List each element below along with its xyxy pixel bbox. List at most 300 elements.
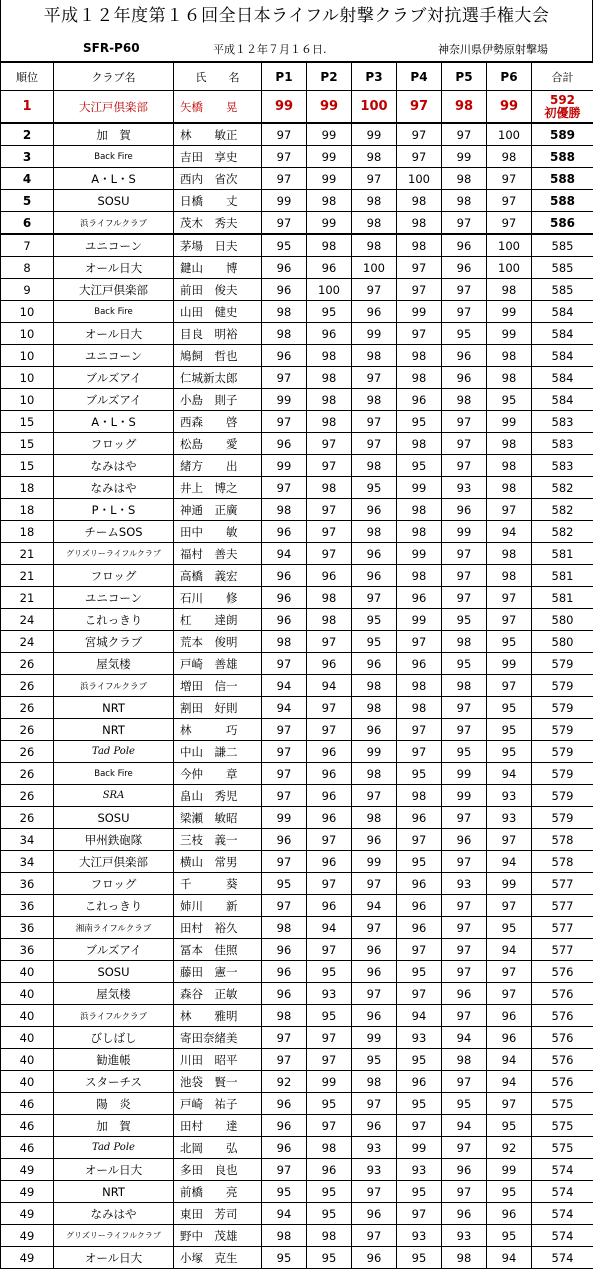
p1-cell: 96 [262,433,307,455]
p4-cell: 95 [397,763,442,785]
p1-cell: 97 [262,212,307,235]
club-cell: 加 賀 [54,1115,174,1137]
p6-cell: 98 [487,279,532,301]
p3-cell: 96 [352,1247,397,1269]
name-cell: 井上 博之 [174,477,262,499]
p2-cell: 97 [307,521,352,543]
name-cell: 鍵山 博 [174,257,262,279]
p4-cell: 98 [397,675,442,697]
p5-cell: 99 [442,521,487,543]
total-value: 582 [532,525,593,539]
p5-cell: 98 [442,91,487,124]
p6-cell: 95 [487,917,532,939]
club-cell: 加 賀 [54,123,174,146]
p5-cell: 97 [442,543,487,565]
p1-cell: 96 [262,939,307,961]
p4-cell: 97 [397,719,442,741]
name-cell: 森谷 正敏 [174,983,262,1005]
p2-cell: 96 [307,323,352,345]
club-cell: 屋気楼 [54,653,174,675]
rank-cell: 21 [1,543,54,565]
p1-cell: 94 [262,675,307,697]
p3-cell: 97 [352,433,397,455]
p6-cell: 95 [487,741,532,763]
p2-cell: 96 [307,653,352,675]
p1-cell: 97 [262,851,307,873]
p4-cell: 98 [397,785,442,807]
p3-cell: 96 [352,1203,397,1225]
header-p2: P2 [307,63,352,91]
name-cell: 緒方 出 [174,455,262,477]
rank-cell: 18 [1,521,54,543]
total-value: 588 [532,172,593,186]
p6-cell: 99 [487,653,532,675]
p3-cell: 95 [352,609,397,631]
p6-cell: 97 [487,499,532,521]
p6-cell: 97 [487,675,532,697]
p3-cell: 97 [352,411,397,433]
p5-cell: 97 [442,123,487,146]
p4-cell: 95 [397,1247,442,1269]
p3-cell: 96 [352,939,397,961]
p5-cell: 97 [442,697,487,719]
p3-cell: 95 [352,477,397,499]
total-cell [532,1071,593,1093]
name-cell: 松島 愛 [174,433,262,455]
header-p1: P1 [262,63,307,91]
table-row [1,1137,593,1159]
p2-cell: 98 [307,477,352,499]
p3-cell: 95 [352,631,397,653]
p2-cell: 95 [307,301,352,323]
total-cell [532,873,593,895]
p1-cell: 96 [262,609,307,631]
name-cell: 川田 昭平 [174,1049,262,1071]
club-cell: グリズリーライフルクラブ [54,543,174,565]
total-value: 580 [532,613,593,627]
total-value: 582 [532,503,593,517]
table-row [1,1159,593,1181]
p4-cell: 97 [397,91,442,124]
p5-cell: 97 [442,1181,487,1203]
name-cell: 三枝 義一 [174,829,262,851]
total-value: 574 [532,1163,593,1177]
p4-cell: 98 [397,212,442,235]
total-cell [532,1027,593,1049]
p5-cell: 97 [442,1071,487,1093]
total-value: 576 [532,1009,593,1023]
total-value: 588 [532,150,593,164]
club-cell: びしばし [54,1027,174,1049]
p4-cell: 99 [397,301,442,323]
p3-cell: 98 [352,234,397,257]
p4-cell: 95 [397,455,442,477]
total-value: 583 [532,437,593,451]
club-cell: 湘南ライフルクラブ [54,917,174,939]
total-value: 579 [532,657,593,671]
total-value: 584 [532,393,593,407]
rank-cell: 18 [1,477,54,499]
name-cell: 割田 好則 [174,697,262,719]
total-value: 577 [532,877,593,891]
p2-cell: 95 [307,1203,352,1225]
page-title: 平成１２年度第１６回全日本ライフル射撃クラブ対抗選手権大会 [0,0,593,33]
club-cell: Tad Pole [54,1137,174,1159]
header-name: 氏 名 [174,63,262,91]
rank-cell: 46 [1,1115,54,1137]
p4-cell: 98 [397,565,442,587]
club-cell: なみはや [54,455,174,477]
p6-cell: 93 [487,785,532,807]
p2-cell: 93 [307,983,352,1005]
p6-cell: 100 [487,257,532,279]
rank-cell: 26 [1,763,54,785]
rank-cell: 40 [1,983,54,1005]
p5-cell: 99 [442,146,487,168]
p5-cell: 99 [442,785,487,807]
rank-cell: 26 [1,719,54,741]
p1-cell: 98 [262,1005,307,1027]
total-cell [532,565,593,587]
p1-cell: 98 [262,631,307,653]
p6-cell: 100 [487,234,532,257]
total-cell [532,697,593,719]
p4-cell: 98 [397,234,442,257]
total-cell [532,367,593,389]
p1-cell: 97 [262,719,307,741]
rank-cell: 10 [1,301,54,323]
winner-note: 初優勝 [532,107,593,120]
p5-cell: 98 [442,1247,487,1269]
p5-cell: 96 [442,234,487,257]
club-cell: スターチス [54,1071,174,1093]
p2-cell: 95 [307,1181,352,1203]
p5-cell: 93 [442,1225,487,1247]
p2-cell: 99 [307,1071,352,1093]
p6-cell: 99 [487,91,532,124]
club-cell: オール日大 [54,1159,174,1181]
total-value: 588 [532,194,593,208]
table-row [1,433,593,455]
name-cell: 林 巧 [174,719,262,741]
table-row [1,697,593,719]
total-value: 592 [532,94,593,107]
total-cell [532,939,593,961]
club-cell: なみはや [54,477,174,499]
total-cell [532,741,593,763]
p5-cell: 97 [442,895,487,917]
total-cell [532,279,593,301]
table-row [1,1005,593,1027]
name-cell: 小塚 克生 [174,1247,262,1269]
p4-cell: 97 [397,829,442,851]
p5-cell: 96 [442,1159,487,1181]
p6-cell: 94 [487,1071,532,1093]
p1-cell: 97 [262,1049,307,1071]
total-cell [532,807,593,829]
table-row [1,1049,593,1071]
p6-cell: 97 [487,168,532,190]
p4-cell: 97 [397,1203,442,1225]
p6-cell: 97 [487,1093,532,1115]
p2-cell: 98 [307,587,352,609]
p5-cell: 99 [442,763,487,785]
p1-cell: 97 [262,146,307,168]
p1-cell: 98 [262,301,307,323]
club-cell: 屋気楼 [54,983,174,1005]
p2-cell: 95 [307,1247,352,1269]
name-cell: 小島 則子 [174,389,262,411]
p2-cell: 94 [307,917,352,939]
p3-cell: 96 [352,499,397,521]
table-row [1,234,593,257]
total-cell [532,961,593,983]
p1-cell: 96 [262,521,307,543]
p4-cell: 95 [397,851,442,873]
p4-cell: 99 [397,1137,442,1159]
club-cell: NRT [54,719,174,741]
name-cell: 田中 敏 [174,521,262,543]
total-value: 579 [532,679,593,693]
p4-cell: 97 [397,631,442,653]
p6-cell: 99 [487,301,532,323]
total-cell [532,785,593,807]
name-cell: 梁瀬 敏昭 [174,807,262,829]
rank-cell: 6 [1,212,54,235]
table-row [1,543,593,565]
p3-cell: 98 [352,389,397,411]
p4-cell: 98 [397,521,442,543]
p5-cell: 97 [442,807,487,829]
p2-cell: 96 [307,851,352,873]
p3-cell: 96 [352,1115,397,1137]
p4-cell: 97 [397,257,442,279]
total-cell [532,1093,593,1115]
table-row [1,499,593,521]
p3-cell: 96 [352,543,397,565]
p2-cell: 97 [307,719,352,741]
total-value: 574 [532,1251,593,1265]
p3-cell: 99 [352,741,397,763]
p1-cell: 98 [262,917,307,939]
p3-cell: 96 [352,719,397,741]
p2-cell: 97 [307,939,352,961]
rank-cell: 34 [1,851,54,873]
p2-cell: 95 [307,1005,352,1027]
p5-cell: 98 [442,389,487,411]
name-cell: 姉川 新 [174,895,262,917]
rank-cell: 40 [1,1005,54,1027]
total-cell [532,1181,593,1203]
p4-cell: 96 [397,1071,442,1093]
table-row [1,323,593,345]
p1-cell: 97 [262,477,307,499]
p2-cell: 98 [307,234,352,257]
p6-cell: 97 [487,609,532,631]
p6-cell: 94 [487,851,532,873]
table-row [1,1203,593,1225]
club-cell: P・L・S [54,499,174,521]
p1-cell: 96 [262,587,307,609]
p1-cell: 97 [262,785,307,807]
p5-cell: 97 [442,939,487,961]
table-row [1,146,593,168]
total-value: 585 [532,261,593,275]
total-value: 585 [532,239,593,253]
p4-cell: 94 [397,1005,442,1027]
club-cell: 陽 炎 [54,1093,174,1115]
p3-cell: 98 [352,763,397,785]
table-row [1,785,593,807]
total-value: 577 [532,899,593,913]
total-value: 575 [532,1141,593,1155]
p3-cell: 97 [352,873,397,895]
club-cell: ブルズアイ [54,367,174,389]
rank-cell: 10 [1,389,54,411]
club-cell: オール日大 [54,323,174,345]
name-cell: 矢橋 晃 [174,91,262,124]
total-cell [532,257,593,279]
rank-cell: 24 [1,631,54,653]
rank-cell: 36 [1,895,54,917]
p4-cell: 96 [397,895,442,917]
club-cell: SOSU [54,190,174,212]
name-cell: 吉田 享史 [174,146,262,168]
p1-cell: 95 [262,1247,307,1269]
table-row [1,763,593,785]
p4-cell: 96 [397,873,442,895]
total-value: 576 [532,965,593,979]
p6-cell: 95 [487,719,532,741]
p5-cell: 96 [442,345,487,367]
total-value: 579 [532,745,593,759]
club-cell: 浜ライフルクラブ [54,212,174,235]
club-cell: 勧進帳 [54,1049,174,1071]
p1-cell: 98 [262,1225,307,1247]
rank-cell: 49 [1,1159,54,1181]
p6-cell: 94 [487,1247,532,1269]
p5-cell: 97 [442,587,487,609]
p2-cell: 98 [307,345,352,367]
p6-cell: 93 [487,807,532,829]
p3-cell: 96 [352,961,397,983]
header-row [1,63,593,91]
p6-cell: 95 [487,389,532,411]
rank-cell: 36 [1,939,54,961]
table-row [1,257,593,279]
club-cell: これっきり [54,609,174,631]
p6-cell: 98 [487,477,532,499]
p1-cell: 99 [262,190,307,212]
p6-cell: 98 [487,565,532,587]
p3-cell: 97 [352,279,397,301]
name-cell: 畠山 秀児 [174,785,262,807]
rank-cell: 36 [1,917,54,939]
total-cell [532,675,593,697]
p6-cell: 97 [487,983,532,1005]
total-value: 574 [532,1207,593,1221]
p1-cell: 97 [262,763,307,785]
club-cell: オール日大 [54,1247,174,1269]
name-cell: 高橋 義宏 [174,565,262,587]
total-cell [532,234,593,257]
p3-cell: 98 [352,455,397,477]
p1-cell: 99 [262,91,307,124]
p2-cell: 97 [307,1115,352,1137]
p2-cell: 95 [307,1093,352,1115]
p1-cell: 96 [262,1115,307,1137]
p4-cell: 99 [397,543,442,565]
p5-cell: 95 [442,323,487,345]
p1-cell: 98 [262,499,307,521]
p6-cell: 96 [487,1203,532,1225]
rank-cell: 4 [1,168,54,190]
p3-cell: 93 [352,1159,397,1181]
rank-cell: 46 [1,1093,54,1115]
total-cell [532,829,593,851]
p5-cell: 97 [442,279,487,301]
total-value: 584 [532,327,593,341]
club-cell: ブルズアイ [54,389,174,411]
p4-cell: 97 [397,123,442,146]
total-cell [532,719,593,741]
p1-cell: 99 [262,389,307,411]
p1-cell: 97 [262,367,307,389]
p6-cell: 96 [487,1005,532,1027]
p1-cell: 98 [262,323,307,345]
total-value: 586 [532,216,593,230]
total-cell [532,477,593,499]
rank-cell: 10 [1,345,54,367]
p5-cell: 97 [442,1005,487,1027]
p3-cell: 97 [352,168,397,190]
table-row [1,565,593,587]
p5-cell: 97 [442,301,487,323]
p3-cell: 96 [352,653,397,675]
p5-cell: 97 [442,851,487,873]
total-cell [532,433,593,455]
rank-cell: 8 [1,257,54,279]
table-row [1,609,593,631]
rank-cell: 21 [1,587,54,609]
p5-cell: 96 [442,257,487,279]
rank-cell: 46 [1,1137,54,1159]
p4-cell: 99 [397,609,442,631]
p5-cell: 95 [442,741,487,763]
name-cell: 田村 裕久 [174,917,262,939]
p1-cell: 95 [262,1181,307,1203]
table-row [1,123,593,146]
rank-cell: 40 [1,961,54,983]
p3-cell: 100 [352,257,397,279]
p5-cell: 97 [442,1137,487,1159]
table-row [1,873,593,895]
rank-cell: 2 [1,123,54,146]
name-cell: 千 葵 [174,873,262,895]
p1-cell: 94 [262,543,307,565]
total-cell [532,1115,593,1137]
total-value: 581 [532,591,593,605]
p3-cell: 98 [352,212,397,235]
p2-cell: 94 [307,675,352,697]
rank-cell: 40 [1,1027,54,1049]
name-cell: 戸崎 祐子 [174,1093,262,1115]
table-row [1,1071,593,1093]
total-value: 577 [532,943,593,957]
total-value: 576 [532,1075,593,1089]
p2-cell: 98 [307,609,352,631]
p3-cell: 97 [352,785,397,807]
